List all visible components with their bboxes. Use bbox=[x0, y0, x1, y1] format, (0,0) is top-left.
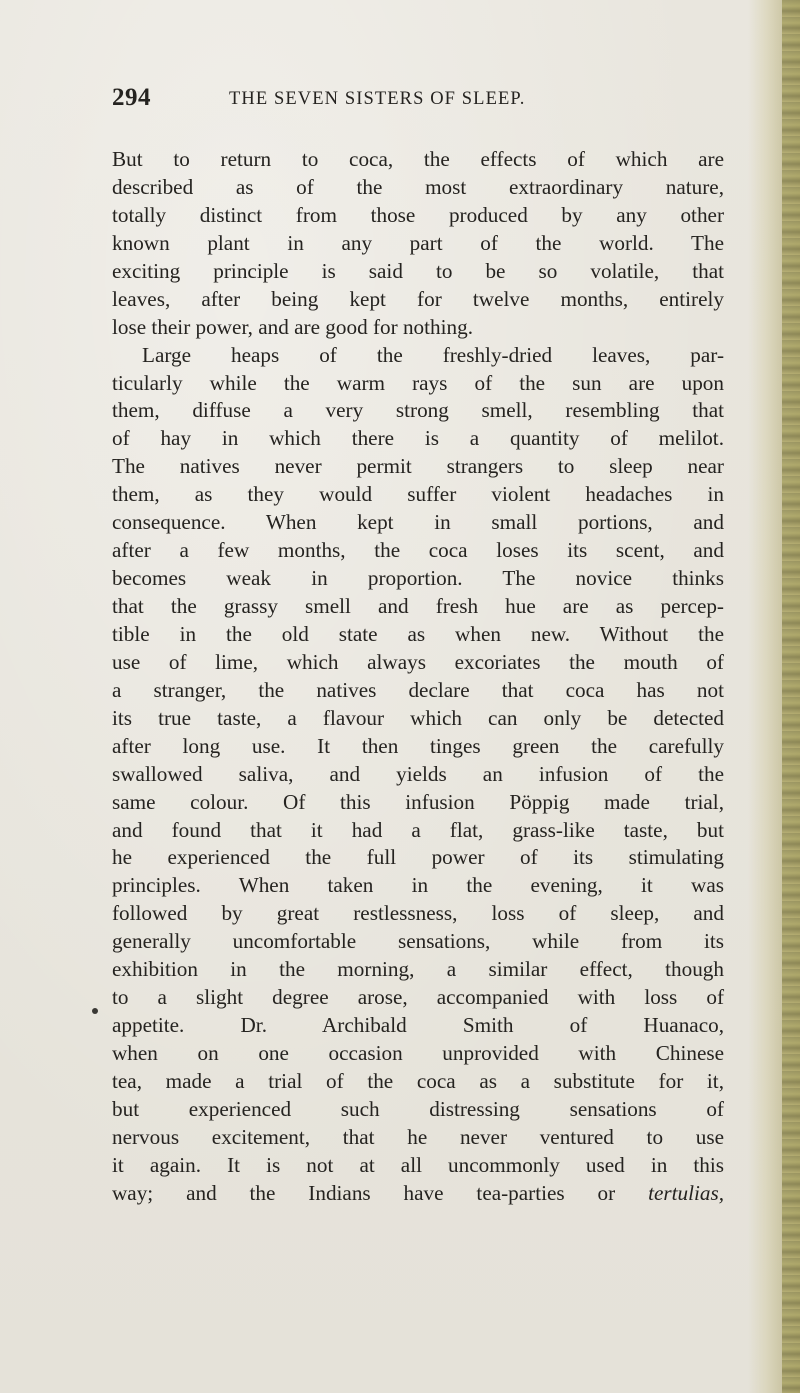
text-line: becomes weak in proportion. The novice thinks bbox=[112, 566, 724, 591]
text-line: swallowed saliva, and yields an infusion of the bbox=[112, 761, 724, 786]
text-line: after a few months, the coca loses its scent, and bbox=[112, 538, 724, 563]
text-line: when on one occasion unprovided with Chinese bbox=[112, 1041, 724, 1065]
text-line: Large heaps of the freshly-dried leaves, par- bbox=[142, 342, 724, 367]
text-line: he experienced the full power of its stimulating bbox=[112, 845, 724, 870]
page-number: 294 bbox=[112, 84, 151, 111]
text-line: of hay in which there is a quantity of melilot. bbox=[112, 426, 724, 451]
text-line: totally distinct from those produced by any other bbox=[112, 202, 724, 227]
text-line: lose their power, and are good for nothing. bbox=[112, 314, 474, 339]
text-line: The natives never permit strangers to sleep near bbox=[112, 454, 724, 479]
text-line: them, as they would suffer violent headaches in bbox=[112, 482, 724, 507]
text-line-final bbox=[112, 1180, 724, 1208]
text-line: them, diffuse a very strong smell, resembling that bbox=[112, 398, 724, 423]
text-line: generally uncomfortable sensations, while from its bbox=[112, 929, 724, 954]
text-line: But to return to coca, the effects of which are bbox=[112, 147, 724, 171]
margin-mark bbox=[92, 1008, 98, 1014]
page-header bbox=[112, 84, 692, 120]
text-line: its true taste, a flavour which can only be detected bbox=[112, 705, 724, 730]
text-line-final-roman: way; and the Indians have tea-parties or bbox=[112, 1180, 649, 1205]
page-edge-strip bbox=[782, 0, 800, 1393]
italic-word-tertulias: tertulias, bbox=[648, 1180, 724, 1205]
text-line: that the grassy smell and fresh hue are as percep- bbox=[112, 594, 724, 618]
text-line: ticularly while the warm rays of the sun are upon bbox=[112, 370, 724, 395]
text-line: followed by great restlessness, loss of sleep, and bbox=[112, 901, 724, 926]
body-text bbox=[112, 146, 724, 1208]
text-line: known plant in any part of the world. The bbox=[112, 230, 724, 255]
text-line: use of lime, which always excoriates the mouth of bbox=[112, 649, 724, 674]
text-line: tible in the old state as when new. Without the bbox=[112, 621, 724, 646]
text-line: described as of the most extraordinary nature, bbox=[112, 174, 724, 199]
text-line: nervous excitement, that he never ventured to use bbox=[112, 1124, 724, 1149]
text-line: a stranger, the natives declare that coca has not bbox=[112, 677, 724, 702]
text-line: same colour. Of this infusion Pöppig made trial, bbox=[112, 789, 724, 814]
text-line: principles. When taken in the evening, it was bbox=[112, 873, 724, 898]
text-line: appetite. Dr. Archibald Smith of Huanaco, bbox=[112, 1013, 724, 1038]
text-line: consequence. When kept in small portions, and bbox=[112, 510, 724, 535]
text-line: to a slight degree arose, accompanied with loss of bbox=[112, 985, 724, 1010]
text-line: after long use. It then tinges green the carefully bbox=[112, 733, 724, 758]
text-line: tea, made a trial of the coca as a substitute for it, bbox=[112, 1068, 724, 1093]
text-line: it again. It is not at all uncommonly used in this bbox=[112, 1152, 724, 1177]
text-line: exciting principle is said to be so volatile, that bbox=[112, 258, 724, 283]
running-head: THE SEVEN SISTERS OF SLEEP. bbox=[229, 89, 526, 109]
text-line: and found that it had a flat, grass-like taste, but bbox=[112, 817, 724, 842]
text-line: but experienced such distressing sensations of bbox=[112, 1096, 724, 1121]
text-line: leaves, after being kept for twelve months, entirely bbox=[112, 286, 724, 311]
text-line: exhibition in the morning, a similar effect, though bbox=[112, 957, 724, 982]
